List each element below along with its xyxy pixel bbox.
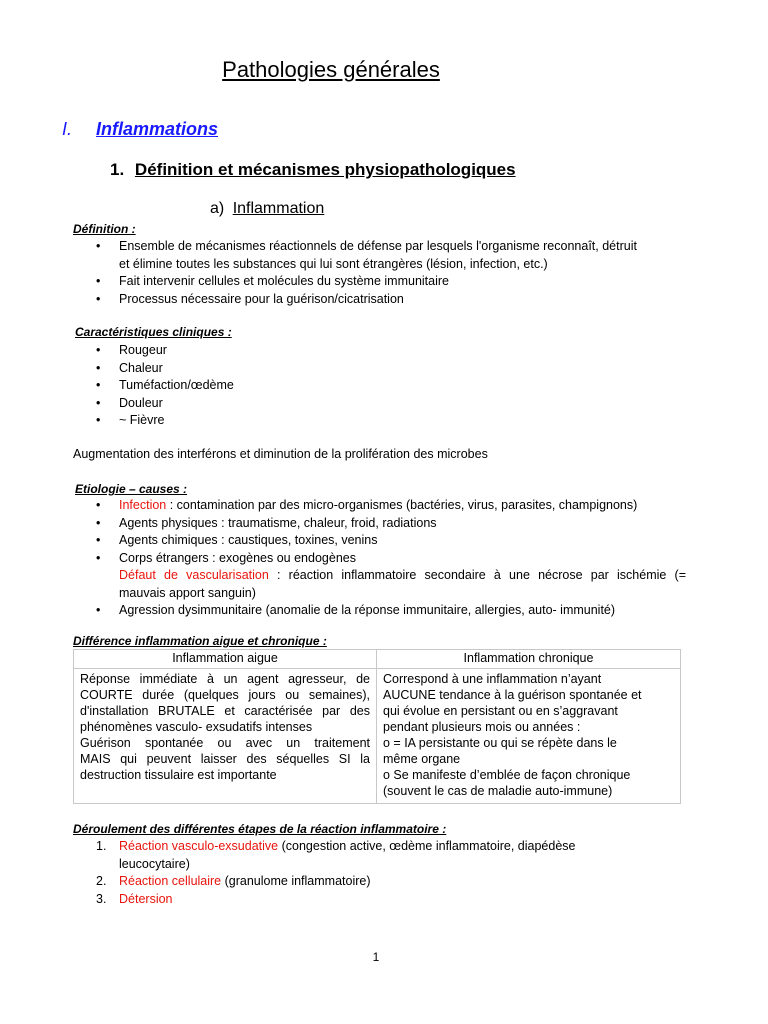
definition-list bbox=[96, 238, 686, 308]
subsubsection-heading bbox=[210, 200, 324, 218]
subsubsection-number: a) bbox=[210, 200, 225, 217]
table-header-acute: Inflammation aigue bbox=[74, 650, 377, 669]
subsection-number: 1. bbox=[110, 160, 125, 179]
etiology-list bbox=[96, 497, 686, 620]
list-item: • Chaleur bbox=[96, 360, 163, 375]
chronic-cell: Correspond à une inflammation n’ayant AUCUNE tendance à la guérison spontanée et qui évolue en persistant ou en s’aggravant pendant plusieurs mois ou années : o = IA persistante ou qui se répète dans le même organe o Se manifeste d’emblée de façon chronique (souvent le cas de maladie auto-immune) bbox=[377, 669, 681, 804]
list-item: • Infection : contamination par des micro-organismes (bactéries, virus, parasites, champignons) bbox=[96, 498, 638, 512]
table-header-row bbox=[74, 650, 681, 669]
stages-list bbox=[96, 838, 686, 908]
list-item: • Fait intervenir cellules et molécules du système immunitaire bbox=[96, 274, 449, 288]
subsubsection-label: Inflammation bbox=[232, 200, 325, 217]
page-title: Pathologies générales bbox=[222, 57, 440, 82]
list-item: 3. Détersion bbox=[96, 891, 173, 906]
list-item: • Ensemble de mécanismes réactionnels de défense par lesquels l'organisme reconnaît, détruit et élimine toutes les substances qui lui sont étrangères (lésion, infection, etc.) bbox=[96, 239, 637, 271]
list-item: • Douleur bbox=[96, 395, 163, 410]
list-item: • Rougeur bbox=[96, 343, 167, 357]
interferon-paragraph: Augmentation des interférons et diminution de la prolifération des microbes bbox=[73, 447, 488, 461]
list-item: • Corps étrangers : exogènes ou endogènes Défaut de vascularisation : réaction inflammatoire secondaire à une nécrose par ischémie (= mauvais apport sanguin) bbox=[96, 550, 687, 600]
section-label: Inflammations bbox=[96, 119, 219, 139]
comparison-table bbox=[73, 649, 681, 804]
stages-heading: Déroulement des différentes étapes de la réaction inflammatoire : bbox=[73, 822, 447, 836]
subsection-heading bbox=[110, 160, 516, 180]
page-number: 1 bbox=[372, 950, 380, 964]
list-item: • Tuméfaction/œdème bbox=[96, 378, 234, 392]
comparison-heading: Différence inflammation aigue et chronique : bbox=[73, 634, 327, 648]
clinical-list bbox=[96, 342, 686, 430]
list-item: 2. Réaction cellulaire (granulome inflammatoire) bbox=[96, 874, 371, 888]
definition-heading: Définition : bbox=[73, 222, 136, 236]
list-item: • ~ Fièvre bbox=[96, 413, 165, 427]
list-item: • Agents chimiques : caustiques, toxines, venins bbox=[96, 533, 378, 547]
subsection-label: Définition et mécanismes physiopathologiques bbox=[134, 160, 516, 179]
list-item: • Processus nécessaire pour la guérison/cicatrisation bbox=[96, 291, 404, 306]
section-number: I. bbox=[62, 119, 73, 139]
etiology-heading: Etiologie – causes : bbox=[75, 482, 188, 496]
list-item: • Agents physiques : traumatisme, chaleur, froid, radiations bbox=[96, 515, 437, 530]
acute-cell: Réponse immédiate à un agent agresseur, de COURTE durée (quelques jours ou semaines), d'installation BRUTALE et caractérisée par des phénomènes vasculo- exsudatifs intenses Guérison spontanée ou avec un traitement MAIS qui peuvent laisser des séquelles SI la destruction tissulaire est importante bbox=[74, 669, 377, 804]
clinical-heading: Caractéristiques cliniques : bbox=[75, 325, 232, 339]
table-header-chronic: Inflammation chronique bbox=[377, 650, 681, 669]
list-item: 1. Réaction vasculo-exsudative (congestion active, œdème inflammatoire, diapédèse leucocytaire) bbox=[96, 839, 576, 871]
list-item: • Agression dysimmunitaire (anomalie de la réponse immunitaire, allergies, auto- immunité) bbox=[96, 603, 616, 617]
table-row bbox=[74, 669, 681, 804]
